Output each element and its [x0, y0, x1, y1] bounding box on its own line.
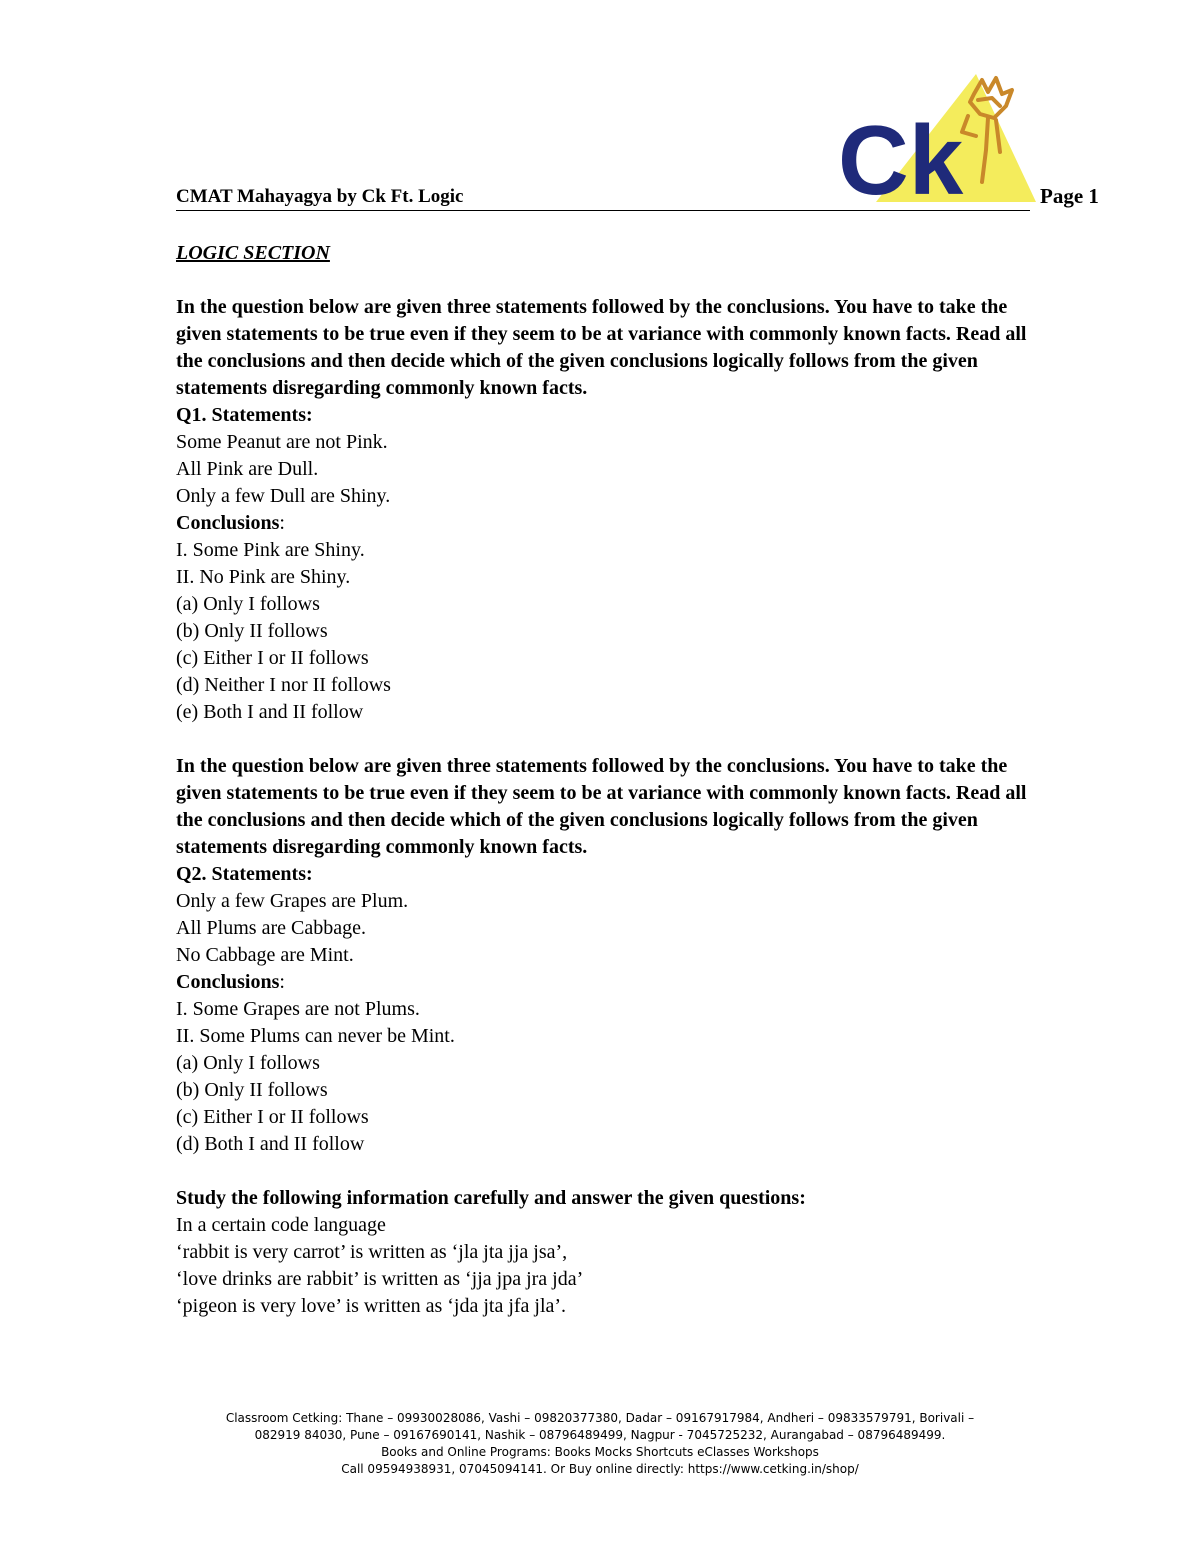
q1-option: (b) Only II follows: [176, 620, 328, 642]
q1-conclusions-colon: :: [279, 512, 285, 534]
footer: [176, 1410, 1024, 1478]
q1-instruction: In the question below are given three statements followed by the conclusions. You have to take the given statements to be true even if they seem to be at variance with commonly known facts. Read all the conclusions and then decide which of the given conclusions logically follows from the given statements disregarding commonly known facts.: [176, 296, 1027, 399]
q1-conclusions-heading: [176, 510, 1036, 537]
q1-option: (a) Only I follows: [176, 593, 320, 615]
q2-conclusions-heading: [176, 969, 1036, 996]
q2-option: (b) Only II follows: [176, 1079, 328, 1101]
q1-conclusion: I. Some Pink are Shiny.: [176, 539, 365, 561]
q2-statement: No Cabbage are Mint.: [176, 944, 354, 966]
footer-line: Classroom Cetking: Thane – 09930028086, Vashi – 09820377380, Dadar – 09167917984, Andheri – 09833579791, Borivali –: [225, 1411, 975, 1425]
q2-conclusions-colon: :: [279, 971, 285, 993]
q1-label: Q1. Statements:: [176, 404, 313, 426]
study-line: ‘love drinks are rabbit’ is written as ‘jja jpa jra jda’: [176, 1268, 584, 1290]
q1-option: (c) Either I or II follows: [176, 647, 369, 669]
study-line: ‘pigeon is very love’ is written as ‘jda jta jfa jla’.: [176, 1295, 567, 1317]
footer-line: 082919 84030, Pune – 09167690141, Nashik – 08796489499, Nagpur - 7045725232, Aurangabad – 08796489499.: [254, 1428, 946, 1442]
q1-conclusion: II. No Pink are Shiny.: [176, 566, 351, 588]
study-line: In a certain code language: [176, 1214, 386, 1236]
ck-logo: [836, 72, 1036, 202]
document-body: [176, 240, 1036, 1320]
q1-option: (e) Both I and II follow: [176, 701, 364, 723]
q1-statement: Some Peanut are not Pink.: [176, 431, 388, 453]
q2-label: Q2. Statements:: [176, 863, 313, 885]
q2-option: (c) Either I or II follows: [176, 1106, 369, 1128]
q2-instruction: In the question below are given three statements followed by the conclusions. You have to take the given statements to be true even if they seem to be at variance with commonly known facts. Read all the conclusions and then decide which of the given conclusions logically follows from the given statements disregarding commonly known facts.: [176, 755, 1027, 858]
q1-statement: Only a few Dull are Shiny.: [176, 485, 391, 507]
study-heading: Study the following information carefully and answer the given questions:: [176, 1187, 806, 1209]
q2-conclusions-label: Conclusions: [176, 971, 280, 993]
q2-option: (d) Both I and II follow: [176, 1133, 365, 1155]
section-title: LOGIC SECTION: [176, 242, 330, 264]
footer-line: Books and Online Programs: Books Mocks Shortcuts eClasses Workshops: [381, 1445, 819, 1459]
q2-conclusion: I. Some Grapes are not Plums.: [176, 998, 420, 1020]
q2-statement: All Plums are Cabbage.: [176, 917, 366, 939]
q1-option: (d) Neither I nor II follows: [176, 674, 391, 696]
footer-link[interactable]: Call 09594938931, 07045094141. Or Buy online directly: https://www.cetking.in/shop/: [341, 1462, 859, 1476]
logo-text: Ck: [838, 105, 964, 202]
study-line: ‘rabbit is very carrot’ is written as ‘jla jta jja jsa’,: [176, 1241, 568, 1263]
q1-conclusions-label: Conclusions: [176, 512, 280, 534]
q2-conclusion: II. Some Plums can never be Mint.: [176, 1025, 455, 1047]
q2-statement: Only a few Grapes are Plum.: [176, 890, 409, 912]
q2-option: (a) Only I follows: [176, 1052, 320, 1074]
header-title: CMAT Mahayagya by Ck Ft. Logic: [176, 186, 464, 207]
header-rule: [176, 210, 1030, 211]
q1-statement: All Pink are Dull.: [176, 458, 319, 480]
page-number: Page 1: [1040, 184, 1099, 208]
